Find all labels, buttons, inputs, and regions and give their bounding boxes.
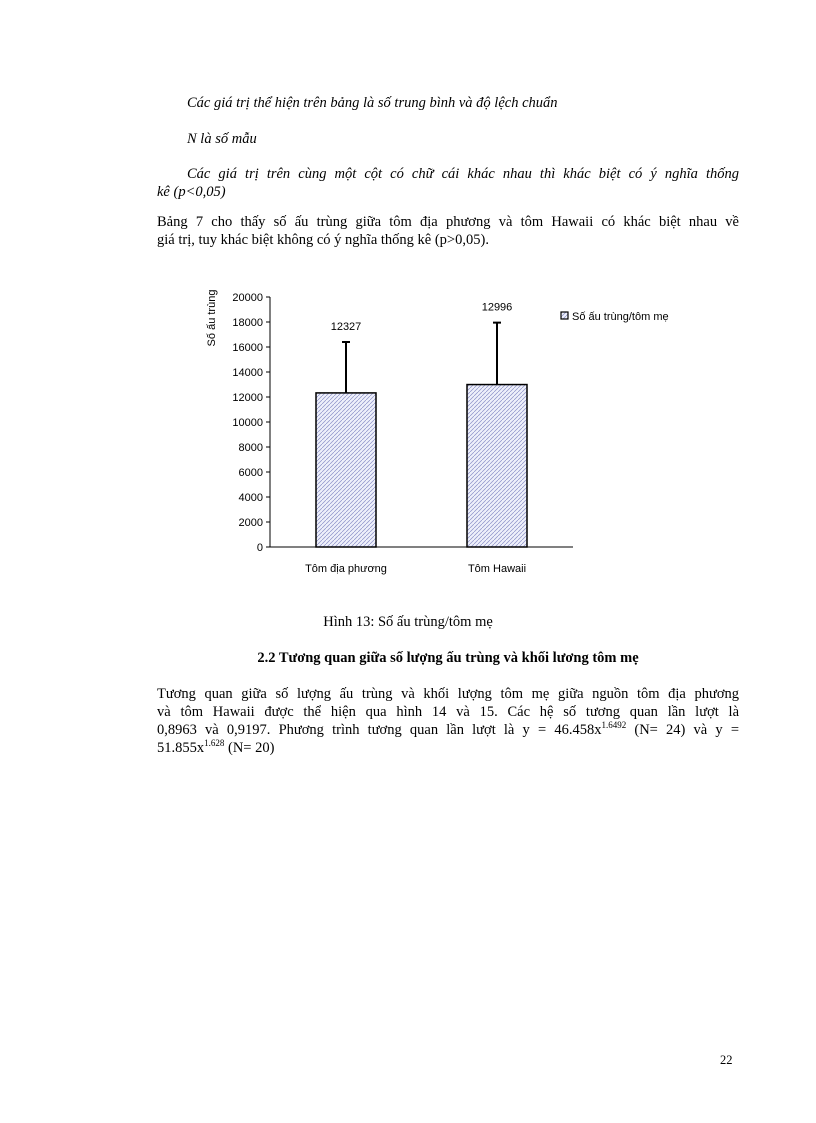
y-tick-label: 6000 — [238, 467, 263, 479]
bar — [316, 393, 376, 547]
y-axis-label: Số ấu trùng — [206, 289, 218, 347]
x-tick-label: Tôm Hawaii — [467, 563, 527, 575]
y-tick-label: 4000 — [238, 492, 263, 504]
section-heading: 2.2 Tương quan giữa số lượng ấu trùng và khối lương tôm mẹ — [257, 650, 639, 666]
x-tick-label: Tôm địa phương — [305, 563, 387, 575]
legend — [561, 311, 669, 323]
page-number: 22 — [720, 1053, 733, 1067]
larvae-bar-chart — [190, 280, 710, 590]
data-label: 12327 — [330, 321, 362, 333]
note-significance-line2: kê (p<0,05) — [157, 184, 226, 200]
paragraph2-line3: 0,8963 và 0,9197. Phương trình tương quan lần lượt là $y = 46.458x^{1.6492}$ (N= 24) và y = — [157, 720, 740, 738]
paragraph1-line1: Bảng 7 cho thấy số ấu trùng giữa tôm địa phương và tôm Hawaii có khác biệt nhau về — [157, 214, 739, 230]
y-tick-label: 14000 — [232, 367, 263, 379]
y-tick-label: 2000 — [238, 517, 263, 529]
note-sample-size: N là số mẫu — [187, 131, 257, 147]
paragraph2-line2: và tôm Hawaii được thể hiện qua hình 14 và 15. Các hệ số tương quan lần lượt là — [157, 704, 739, 720]
paragraph2-line4: $51.855x^{1.628}$ (N= 20) — [157, 738, 275, 756]
y-tick-label: 8000 — [238, 442, 263, 454]
data-label: 12996 — [481, 301, 513, 314]
y-tick-label: 0 — [256, 542, 263, 554]
note-significance-line1: Các giá trị trên cùng một cột có chữ cái khác nhau thì khác biệt có ý nghĩa thống — [187, 166, 739, 182]
y-tick-label: 18000 — [232, 317, 263, 329]
paragraph2-line1: Tương quan giữa số lượng ấu trùng và khối lượng tôm mẹ giữa nguồn tôm địa phương — [157, 686, 739, 702]
y-tick-label: 20000 — [232, 292, 263, 304]
paragraph1-line2: giá trị, tuy khác biệt không có ý nghĩa thống kê (p>0,05). — [157, 232, 489, 248]
y-tick-label: 10000 — [232, 417, 263, 429]
y-tick-label: 16000 — [232, 342, 263, 354]
bar — [467, 385, 527, 547]
legend-label: Số ấu trùng/tôm mẹ — [572, 311, 669, 323]
y-tick-label: 12000 — [232, 392, 263, 404]
figure-caption: Hình 13: Số ấu trùng/tôm mẹ — [323, 614, 493, 630]
note-mean-sd: Các giá trị thể hiện trên bảng là số trung bình và độ lệch chuẩn — [187, 95, 558, 111]
legend-swatch — [561, 312, 568, 319]
